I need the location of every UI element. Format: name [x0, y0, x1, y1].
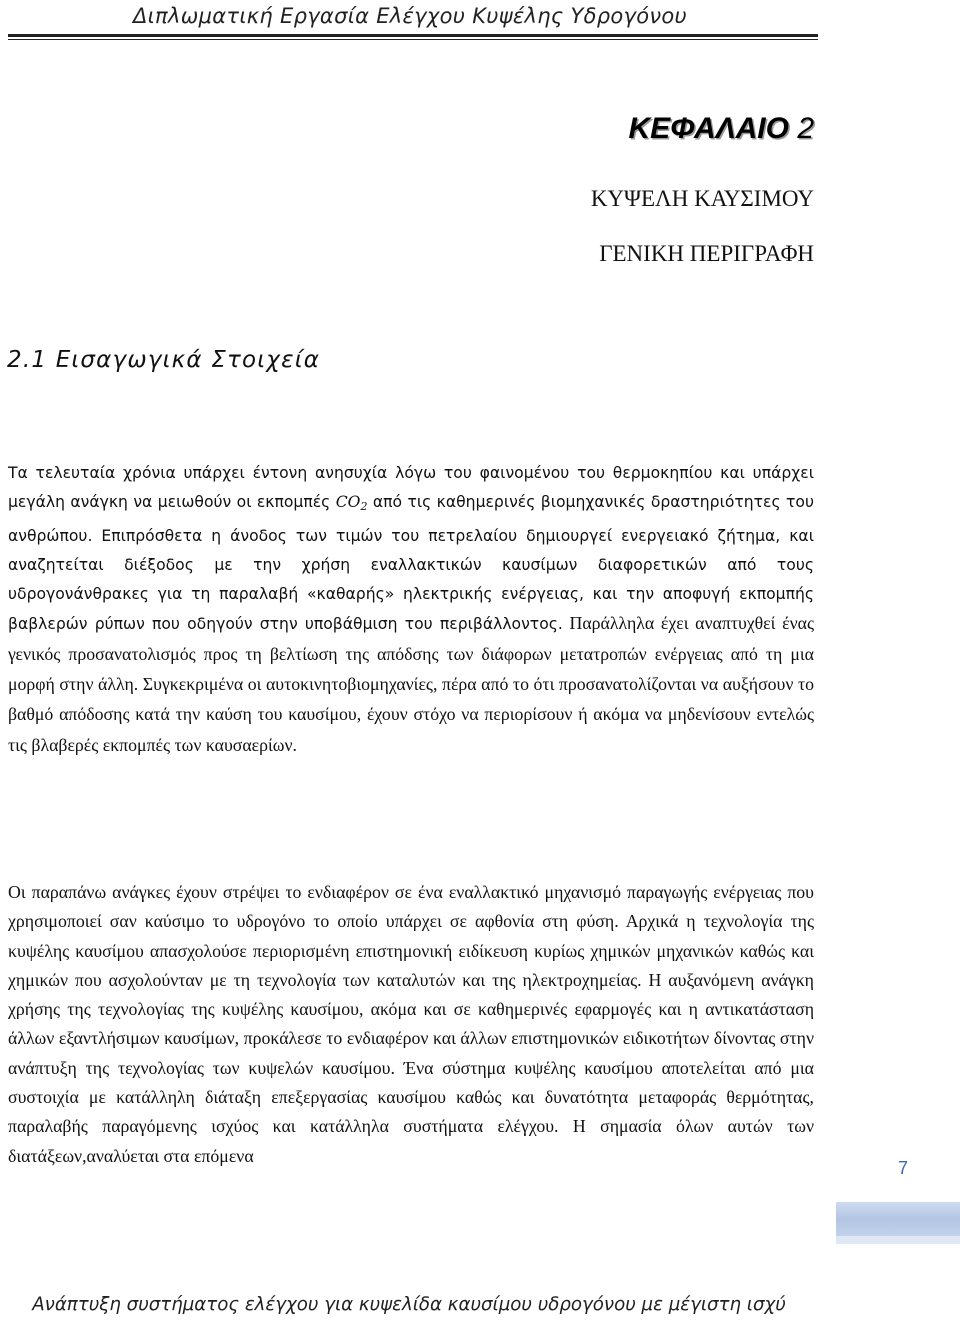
section-heading: 2.1 Εισαγωγικά Στοιχεία [7, 347, 321, 373]
header-rule [8, 34, 818, 37]
page-number-tab [836, 1202, 960, 1240]
header-rule-thin [8, 39, 818, 40]
running-header: Διπλωματική Εργασία Ελέγχου Κυψέλης Υδρογόνου [132, 4, 688, 28]
paragraph-intro-part-3: Παράλληλα έχει αναπτυχθεί ένας γενικός προσανατολισμός προς τη βελτίωση της απόδσης των διάφορων μετατροπών ενέργειας από τη μια μορφή στην άλλη. Συγκεκριμένα οι αυτοκινητοβιομηχανίες, πέρα από το ότι προσανατολίζονται να αυξήσουν το βαθμό απόδοσης κατά την καύση του καυσίμου, έχουν στόχο να περιορίσουν ή ακόμα να μηδενίσουν εντελώς τις βλαβερές εκπομπές των καυσαερίων. [8, 613, 814, 755]
co2-formula [335, 493, 368, 514]
running-footer: Ανάπτυξη συστήματος ελέγχου για κυψελίδα καυσίμου υδρογόνου με μέγιστη ισχύ [32, 1294, 786, 1315]
co2-base: CO [335, 493, 361, 512]
chapter-subtitle-secondary: ΓΕΝΙΚΗ ΠΕΡΙΓΡΑΦΗ [599, 241, 814, 266]
page-number: 7 [898, 1158, 909, 1178]
page-number-tab-shade [836, 1236, 960, 1244]
paragraph-intro-part-2: από τις καθημερινές βιομηχανικές δραστηριότητες του ανθρώπου. Επιπρόσθετα η άνοδος των τιμών του πετρελαίου δημιουργεί ενεργειακό ζήτημα, και αναζητείται διέξοδος με την χρήση εναλλακτικών καυσίμων διαφορετικών από τους υδρογονάνθρακες για τη παραλαβή «καθαρής» ηλεκτρικής ενέργειας, και την αποφυγή εκπομπής βαβλερών ρύπων που οδηγούν στην υποβάθμιση του περιβάλλοντος. [8, 493, 814, 634]
chapter-number: 2 [797, 112, 814, 145]
chapter-title [628, 112, 814, 146]
paragraph-second: Οι παραπάνω ανάγκες έχουν στρέψει το ενδιαφέρον σε ένα εναλλακτικό μηχανισμό παραγωγής ενέργειας που χρησιμοποιεί σαν καύσιμο το υδρογόνο το οποίο υπάρχει σε αφθονία στη φύση. Αρχικά η τεχνολογία της κυψέλης καυσίμου απασχολούσε περιορισμένη επιστημονική ειδίκευση κυρίως χημικών μηχανικών καθώς και χημικών που ασχολούνταν με τη τεχνολογία των καταλυτών και της ηλεκτροχημείας. Η αυξανόμενη ανάγκη χρήσης της τεχνολογίας της κυψέλης καυσίμου, ακόμα και σε καθημερινές εφαρμογές και η αντικατάσταση άλλων εξαντλήσιμων καυσίμων, προκάλεσε το ενδιαφέρον και άλλων επιστημονικών ειδικοτήτων δίνοντας στην ανάπτυξη της τεχνολογίας των κυψελών καυσίμου. Ένα σύστημα κυψέλης καυσίμου αποτελείται από μια συστοιχία με κατάλληλη διάταξη επεξεργασίας καυσίμου καθώς και δυνατότητα μεταφοράς θερμότητας, παραλαβής παραγόμενης ισχύος και κατάλληλα συστήματα ελέγχου. Η σημασία όλων αυτών των διατάξεων,αναλύεται στα επόμενα [8, 882, 814, 1166]
paragraph-intro [8, 459, 814, 761]
co2-subscript: 2 [360, 500, 368, 514]
paragraph-intro-part-1: Τα τελευταία χρόνια υπάρχει έντονη ανησυχία λόγω του φαινομένου του θερμοκηπίου και υπάρχει μεγάλη ανάγκη να μειωθούν οι εκπομπές [8, 464, 814, 512]
chapter-label: ΚΕΦΑΛΑΙΟ [628, 112, 789, 145]
chapter-subtitle: ΚΥΨΕΛΗ ΚΑΥΣΙΜΟΥ [590, 186, 814, 211]
